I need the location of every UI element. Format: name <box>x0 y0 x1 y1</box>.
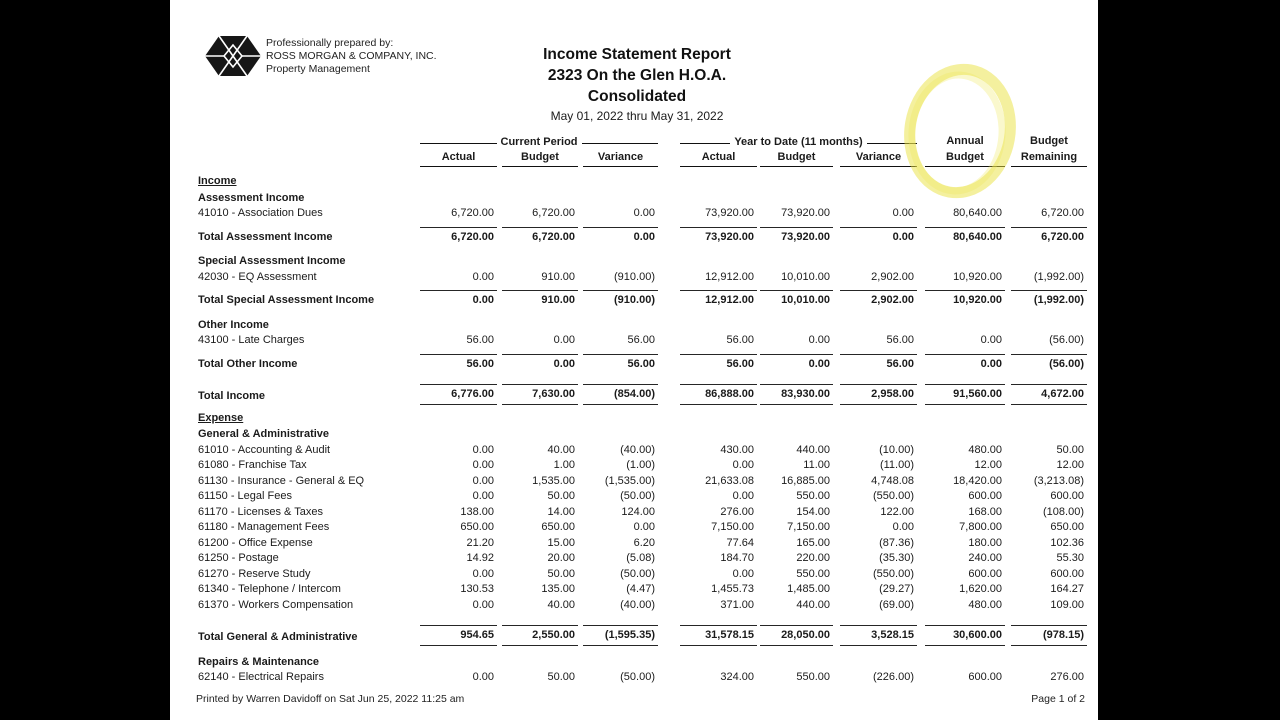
rule-line <box>582 143 659 144</box>
amount-cell: 73,920.00 <box>760 227 833 246</box>
amount-cell: 240.00 <box>968 552 1002 564</box>
amount-cell: 109.00 <box>1050 598 1084 611</box>
amount-cell: (3,213.08) <box>1033 474 1084 487</box>
total-row <box>196 227 1087 246</box>
row-label: Total Other Income <box>198 357 298 370</box>
amount-cell: 30,600.00 <box>925 625 1005 646</box>
grandtotal-row <box>196 625 1087 646</box>
amount-cell: 138.00 <box>460 505 494 518</box>
row-label: 61180 - Management Fees <box>198 521 330 533</box>
amount-cell: 14.92 <box>466 552 494 564</box>
amount-cell: 0.00 <box>472 270 494 283</box>
account-row <box>196 474 1087 490</box>
amount-cell: 0.00 <box>472 474 494 487</box>
column-header-cp-budget: Budget <box>502 151 578 167</box>
amount-cell: 14.00 <box>547 505 575 518</box>
amount-cell: 154.00 <box>796 505 830 518</box>
amount-cell: 6,720.00 <box>1011 227 1087 246</box>
row-label: 61250 - Postage <box>198 552 279 564</box>
amount-cell: 50.00 <box>1056 443 1084 456</box>
amount-cell: (56.00) <box>1011 354 1087 373</box>
amount-cell: 15.00 <box>547 536 575 549</box>
amount-cell: (56.00) <box>1049 334 1084 346</box>
row-label: 43100 - Late Charges <box>198 334 305 346</box>
amount-cell: 0.00 <box>808 334 830 346</box>
amount-cell: (1,992.00) <box>1033 270 1084 283</box>
row-label: 61170 - Licenses & Taxes <box>198 505 323 518</box>
amount-cell: 180.00 <box>968 536 1002 549</box>
amount-cell: 7,800.00 <box>959 521 1002 533</box>
account-row <box>196 536 1087 552</box>
section-row <box>196 411 1087 427</box>
account-row <box>196 505 1087 521</box>
annual-budget-header-line1: Annual <box>946 135 984 147</box>
amount-cell: 2,550.00 <box>502 625 578 646</box>
company-tagline: Property Management <box>266 63 370 75</box>
amount-cell: 0.00 <box>502 354 578 373</box>
amount-cell: 276.00 <box>720 505 754 518</box>
amount-cell: 6,720.00 <box>451 207 494 219</box>
row-label: Assessment Income <box>198 191 305 204</box>
amount-cell: 164.27 <box>1050 583 1084 595</box>
amount-cell: 31,578.15 <box>680 625 757 646</box>
subsection-row <box>196 427 1087 443</box>
amount-cell: 56.00 <box>627 334 655 346</box>
amount-cell: 80,640.00 <box>953 207 1002 219</box>
amount-cell: 83,930.00 <box>760 384 833 405</box>
amount-cell: 0.00 <box>760 354 833 373</box>
amount-cell: 86,888.00 <box>680 384 757 405</box>
amount-cell: 55.30 <box>1056 552 1084 564</box>
prepared-by-line: Professionally prepared by: <box>266 37 394 49</box>
amount-cell: 6,720.00 <box>502 227 578 246</box>
subsection-row <box>196 254 1087 270</box>
amount-cell: 1.00 <box>553 459 575 471</box>
amount-cell: 16,885.00 <box>781 474 830 487</box>
amount-cell: (29.27) <box>879 583 914 595</box>
row-label: 61150 - Legal Fees <box>198 490 292 502</box>
amount-cell: 600.00 <box>968 490 1002 502</box>
column-header-annual-budget: Budget <box>925 151 1005 167</box>
subsection-row <box>196 318 1087 334</box>
row-label: 41010 - Association Dues <box>198 207 323 219</box>
amount-cell: 600.00 <box>1050 567 1084 580</box>
amount-cell: 135.00 <box>541 583 575 595</box>
amount-cell: 0.00 <box>633 521 655 533</box>
amount-cell: 1,535.00 <box>532 474 575 487</box>
row-label: 61340 - Telephone / Intercom <box>198 583 341 595</box>
account-row <box>196 520 1087 536</box>
amount-cell: 276.00 <box>1050 671 1084 683</box>
amount-cell: 650.00 <box>1050 521 1084 533</box>
row-label: Total General & Administrative <box>198 631 358 643</box>
table-body <box>196 174 1087 686</box>
amount-cell: 954.65 <box>420 625 497 646</box>
row-label: 61010 - Accounting & Audit <box>198 443 331 456</box>
amount-cell: 440.00 <box>796 598 830 611</box>
amount-cell: 0.00 <box>892 207 914 219</box>
section-row <box>196 174 1087 190</box>
amount-cell: 73,920.00 <box>705 207 754 219</box>
amount-cell: (40.00) <box>620 598 655 611</box>
amount-cell: 56.00 <box>886 334 914 346</box>
amount-cell: 50.00 <box>547 567 575 580</box>
amount-cell: 4,748.08 <box>871 474 914 487</box>
amount-cell: 7,150.00 <box>787 521 830 533</box>
amount-cell: (40.00) <box>620 443 655 456</box>
column-group-year-to-date <box>680 135 917 150</box>
account-row <box>196 270 1087 286</box>
amount-cell: (1,992.00) <box>1011 290 1087 309</box>
amount-cell: 20.00 <box>547 552 575 564</box>
row-label: Expense <box>198 411 244 424</box>
amount-cell: 0.00 <box>472 459 494 471</box>
column-header-ytd-variance: Variance <box>840 151 917 167</box>
amount-cell: 0.00 <box>925 354 1005 373</box>
amount-cell: 430.00 <box>720 443 754 456</box>
report-title: Income Statement Report <box>543 46 731 63</box>
column-header-cp-variance: Variance <box>583 151 658 167</box>
amount-cell: (226.00) <box>873 671 914 683</box>
amount-cell: 12.00 <box>1056 459 1084 471</box>
amount-cell: 4,672.00 <box>1011 384 1087 405</box>
amount-cell: 12,912.00 <box>705 270 754 283</box>
subsection-row <box>196 191 1087 207</box>
page-number: Page 1 of 2 <box>1031 693 1085 705</box>
amount-cell: 371.00 <box>720 598 754 611</box>
amount-cell: 124.00 <box>621 505 655 518</box>
amount-cell: 56.00 <box>840 354 917 373</box>
account-row <box>196 458 1087 474</box>
amount-cell: 40.00 <box>547 443 575 456</box>
amount-cell: 6,720.00 <box>1041 207 1084 219</box>
amount-cell: 56.00 <box>680 354 757 373</box>
amount-cell: 0.00 <box>472 671 494 683</box>
amount-cell: 7,150.00 <box>711 521 754 533</box>
row-label: 61270 - Reserve Study <box>198 567 311 580</box>
amount-cell: 184.70 <box>720 552 754 564</box>
amount-cell: 0.00 <box>472 490 494 502</box>
column-header-budget-remaining: Remaining <box>1011 151 1087 167</box>
amount-cell: 0.00 <box>553 334 575 346</box>
amount-cell: (550.00) <box>873 490 914 502</box>
amount-cell: 480.00 <box>968 598 1002 611</box>
amount-cell: 56.00 <box>420 354 497 373</box>
account-row <box>196 443 1087 459</box>
amount-cell: (35.30) <box>879 552 914 564</box>
amount-cell: 6.20 <box>633 536 655 549</box>
account-row <box>196 489 1087 505</box>
amount-cell: 2,902.00 <box>840 290 917 309</box>
report-page <box>170 0 1098 720</box>
amount-cell: 122.00 <box>880 505 914 518</box>
amount-cell: (50.00) <box>620 490 655 502</box>
account-row <box>196 206 1087 222</box>
amount-cell: 73,920.00 <box>781 207 830 219</box>
amount-cell: 10,010.00 <box>781 270 830 283</box>
amount-cell: 1,620.00 <box>959 583 1002 595</box>
amount-cell: 165.00 <box>796 536 830 549</box>
amount-cell: 0.00 <box>892 521 914 533</box>
amount-cell: (1.00) <box>626 459 655 471</box>
amount-cell: 550.00 <box>796 671 830 683</box>
column-group-current-period <box>420 135 658 150</box>
amount-cell: 77.64 <box>726 536 754 549</box>
row-label: 61370 - Workers Compensation <box>198 598 354 611</box>
report-consolidated-label: Consolidated <box>587 88 687 105</box>
amount-cell: (978.15) <box>1011 625 1087 646</box>
amount-cell: (4.47) <box>626 583 655 595</box>
amount-cell: (69.00) <box>879 598 914 611</box>
amount-cell: 910.00 <box>541 270 575 283</box>
amount-cell: 480.00 <box>968 443 1002 456</box>
amount-cell: 0.00 <box>840 227 917 246</box>
amount-cell: (854.00) <box>583 384 658 405</box>
amount-cell: 12,912.00 <box>680 290 757 309</box>
amount-cell: 80,640.00 <box>925 227 1005 246</box>
amount-cell: (1,535.00) <box>604 474 655 487</box>
amount-cell: 0.00 <box>732 490 754 502</box>
amount-cell: 600.00 <box>968 671 1002 683</box>
amount-cell: 10,010.00 <box>760 290 833 309</box>
amount-cell: 600.00 <box>968 567 1002 580</box>
report-title-block <box>207 44 1067 125</box>
rule-line <box>420 143 497 144</box>
amount-cell: 18,420.00 <box>953 474 1002 487</box>
amount-cell: 0.00 <box>732 459 754 471</box>
amount-cell: 40.00 <box>547 598 575 611</box>
amount-cell: 650.00 <box>460 521 494 533</box>
row-label: 62140 - Electrical Repairs <box>198 671 324 683</box>
amount-cell: 2,958.00 <box>840 384 917 405</box>
subsection-row <box>196 655 1087 671</box>
amount-cell: 28,050.00 <box>760 625 833 646</box>
amount-cell: (108.00) <box>1043 505 1084 518</box>
amount-cell: 220.00 <box>796 552 830 564</box>
amount-cell: 0.00 <box>633 207 655 219</box>
amount-cell: 2,902.00 <box>871 270 914 283</box>
amount-cell: 56.00 <box>583 354 658 373</box>
amount-cell: 168.00 <box>968 505 1002 518</box>
amount-cell: 21,633.08 <box>705 474 754 487</box>
amount-cell: 600.00 <box>1050 490 1084 502</box>
amount-cell: 324.00 <box>720 671 754 683</box>
amount-cell: (50.00) <box>620 567 655 580</box>
amount-cell: 440.00 <box>796 443 830 456</box>
amount-cell: 0.00 <box>980 334 1002 346</box>
account-row <box>196 567 1087 583</box>
amount-cell: 550.00 <box>796 567 830 580</box>
amount-cell: 0.00 <box>732 567 754 580</box>
amount-cell: (1,595.35) <box>583 625 658 646</box>
rule-line <box>867 143 917 144</box>
amount-cell: 56.00 <box>466 334 494 346</box>
report-date-range: May 01, 2022 thru May 31, 2022 <box>550 109 724 123</box>
amount-cell: 0.00 <box>472 567 494 580</box>
row-label: General & Administrative <box>198 428 330 440</box>
amount-cell: (5.08) <box>626 552 655 564</box>
amount-cell: 0.00 <box>420 290 497 309</box>
amount-cell: 3,528.15 <box>840 625 917 646</box>
row-label: Total Income <box>198 390 266 402</box>
account-row <box>196 670 1087 686</box>
amount-cell: 650.00 <box>541 521 575 533</box>
account-row <box>196 333 1087 349</box>
amount-cell: 12.00 <box>974 459 1002 471</box>
amount-cell: (550.00) <box>873 567 914 580</box>
amount-cell: 910.00 <box>502 290 578 309</box>
amount-cell: (910.00) <box>614 270 655 283</box>
amount-cell: (50.00) <box>620 671 655 683</box>
amount-cell: (910.00) <box>583 290 658 309</box>
column-header-cp-actual: Actual <box>420 151 497 167</box>
row-label: 61200 - Office Expense <box>198 536 313 549</box>
row-label: Special Assessment Income <box>198 255 346 267</box>
amount-cell: 550.00 <box>796 490 830 502</box>
amount-cell: 1,455.73 <box>711 583 754 595</box>
amount-cell: 130.53 <box>460 583 494 595</box>
amount-cell: 6,776.00 <box>420 384 497 405</box>
amount-cell: 10,920.00 <box>953 270 1002 283</box>
account-row <box>196 582 1087 598</box>
row-label: Income <box>198 175 237 187</box>
amount-cell: 50.00 <box>547 490 575 502</box>
account-row <box>196 551 1087 567</box>
column-header-ytd-budget: Budget <box>760 151 833 167</box>
amount-cell: 73,920.00 <box>680 227 757 246</box>
table-header <box>196 135 1087 167</box>
year-to-date-label: Year to Date (11 months) <box>734 136 863 148</box>
total-row <box>196 290 1087 309</box>
column-header-ytd-actual: Actual <box>680 151 757 167</box>
row-label: 61080 - Franchise Tax <box>198 459 307 471</box>
amount-cell: 56.00 <box>726 334 754 346</box>
amount-cell: 91,560.00 <box>925 384 1005 405</box>
row-label: Other Income <box>198 318 269 331</box>
amount-cell: (10.00) <box>879 443 914 456</box>
amount-cell: (87.36) <box>879 536 914 549</box>
row-label: 61130 - Insurance - General & EQ <box>198 474 365 487</box>
account-row <box>196 598 1087 614</box>
grandtotal-row <box>196 384 1087 405</box>
amount-cell: 0.00 <box>472 443 494 456</box>
rule-line <box>680 143 730 144</box>
amount-cell: (11.00) <box>879 459 914 471</box>
company-name: ROSS MORGAN & COMPANY, INC. <box>266 50 437 62</box>
row-label: 42030 - EQ Assessment <box>198 270 317 283</box>
amount-cell: 0.00 <box>583 227 658 246</box>
amount-cell: 10,920.00 <box>925 290 1005 309</box>
total-row <box>196 354 1087 373</box>
amount-cell: 6,720.00 <box>532 207 575 219</box>
amount-cell: 11.00 <box>803 459 830 471</box>
amount-cell: 50.00 <box>547 671 575 683</box>
row-label: Total Assessment Income <box>198 230 333 243</box>
budget-remaining-header-line1: Budget <box>1030 135 1068 147</box>
amount-cell: 0.00 <box>472 598 494 611</box>
amount-cell: 102.36 <box>1050 536 1084 549</box>
amount-cell: 21.20 <box>466 536 494 549</box>
current-period-label: Current Period <box>500 136 578 148</box>
amount-cell: 6,720.00 <box>420 227 497 246</box>
row-label: Repairs & Maintenance <box>198 655 320 668</box>
amount-cell: 1,485.00 <box>787 583 830 595</box>
amount-cell: 7,630.00 <box>502 384 578 405</box>
report-entity: 2323 On the Glen H.O.A. <box>547 67 727 84</box>
row-label: Total Special Assessment Income <box>198 294 375 306</box>
printed-by-footer: Printed by Warren Davidoff on Sat Jun 25, 2022 11:25 am <box>196 693 465 705</box>
